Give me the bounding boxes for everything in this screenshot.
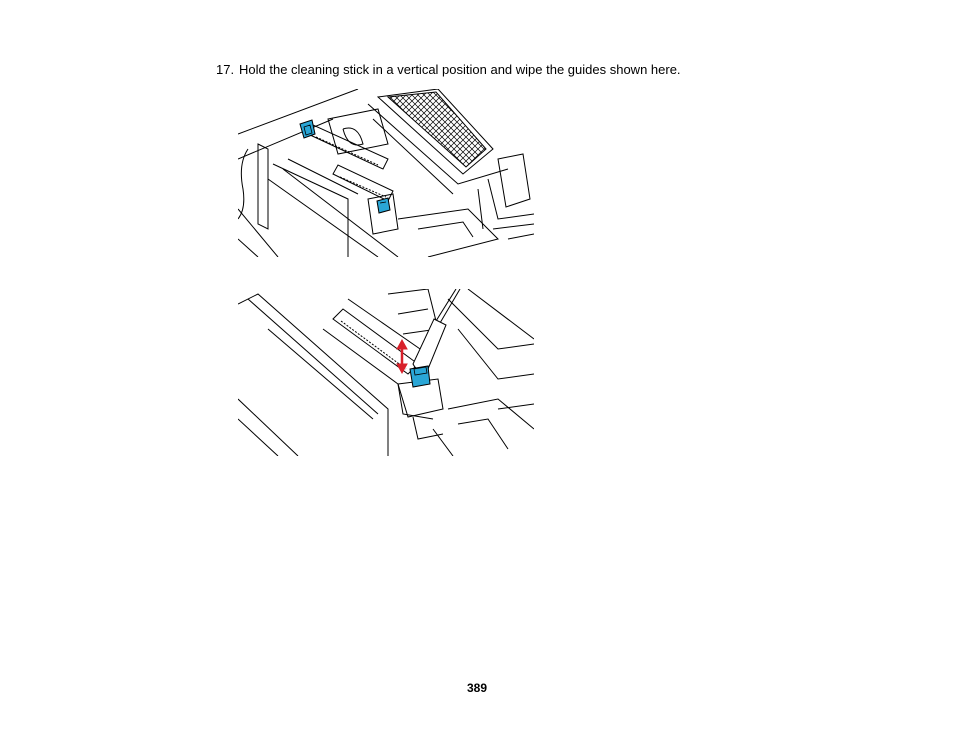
overview-illustration (238, 89, 534, 257)
step-text: Hold the cleaning stick in a vertical position and wipe the guides shown here. (239, 62, 681, 77)
detail-illustration (238, 289, 534, 456)
step-number: 17. (216, 62, 235, 77)
step-instruction (216, 62, 681, 78)
page-number: 389 (466, 681, 488, 695)
